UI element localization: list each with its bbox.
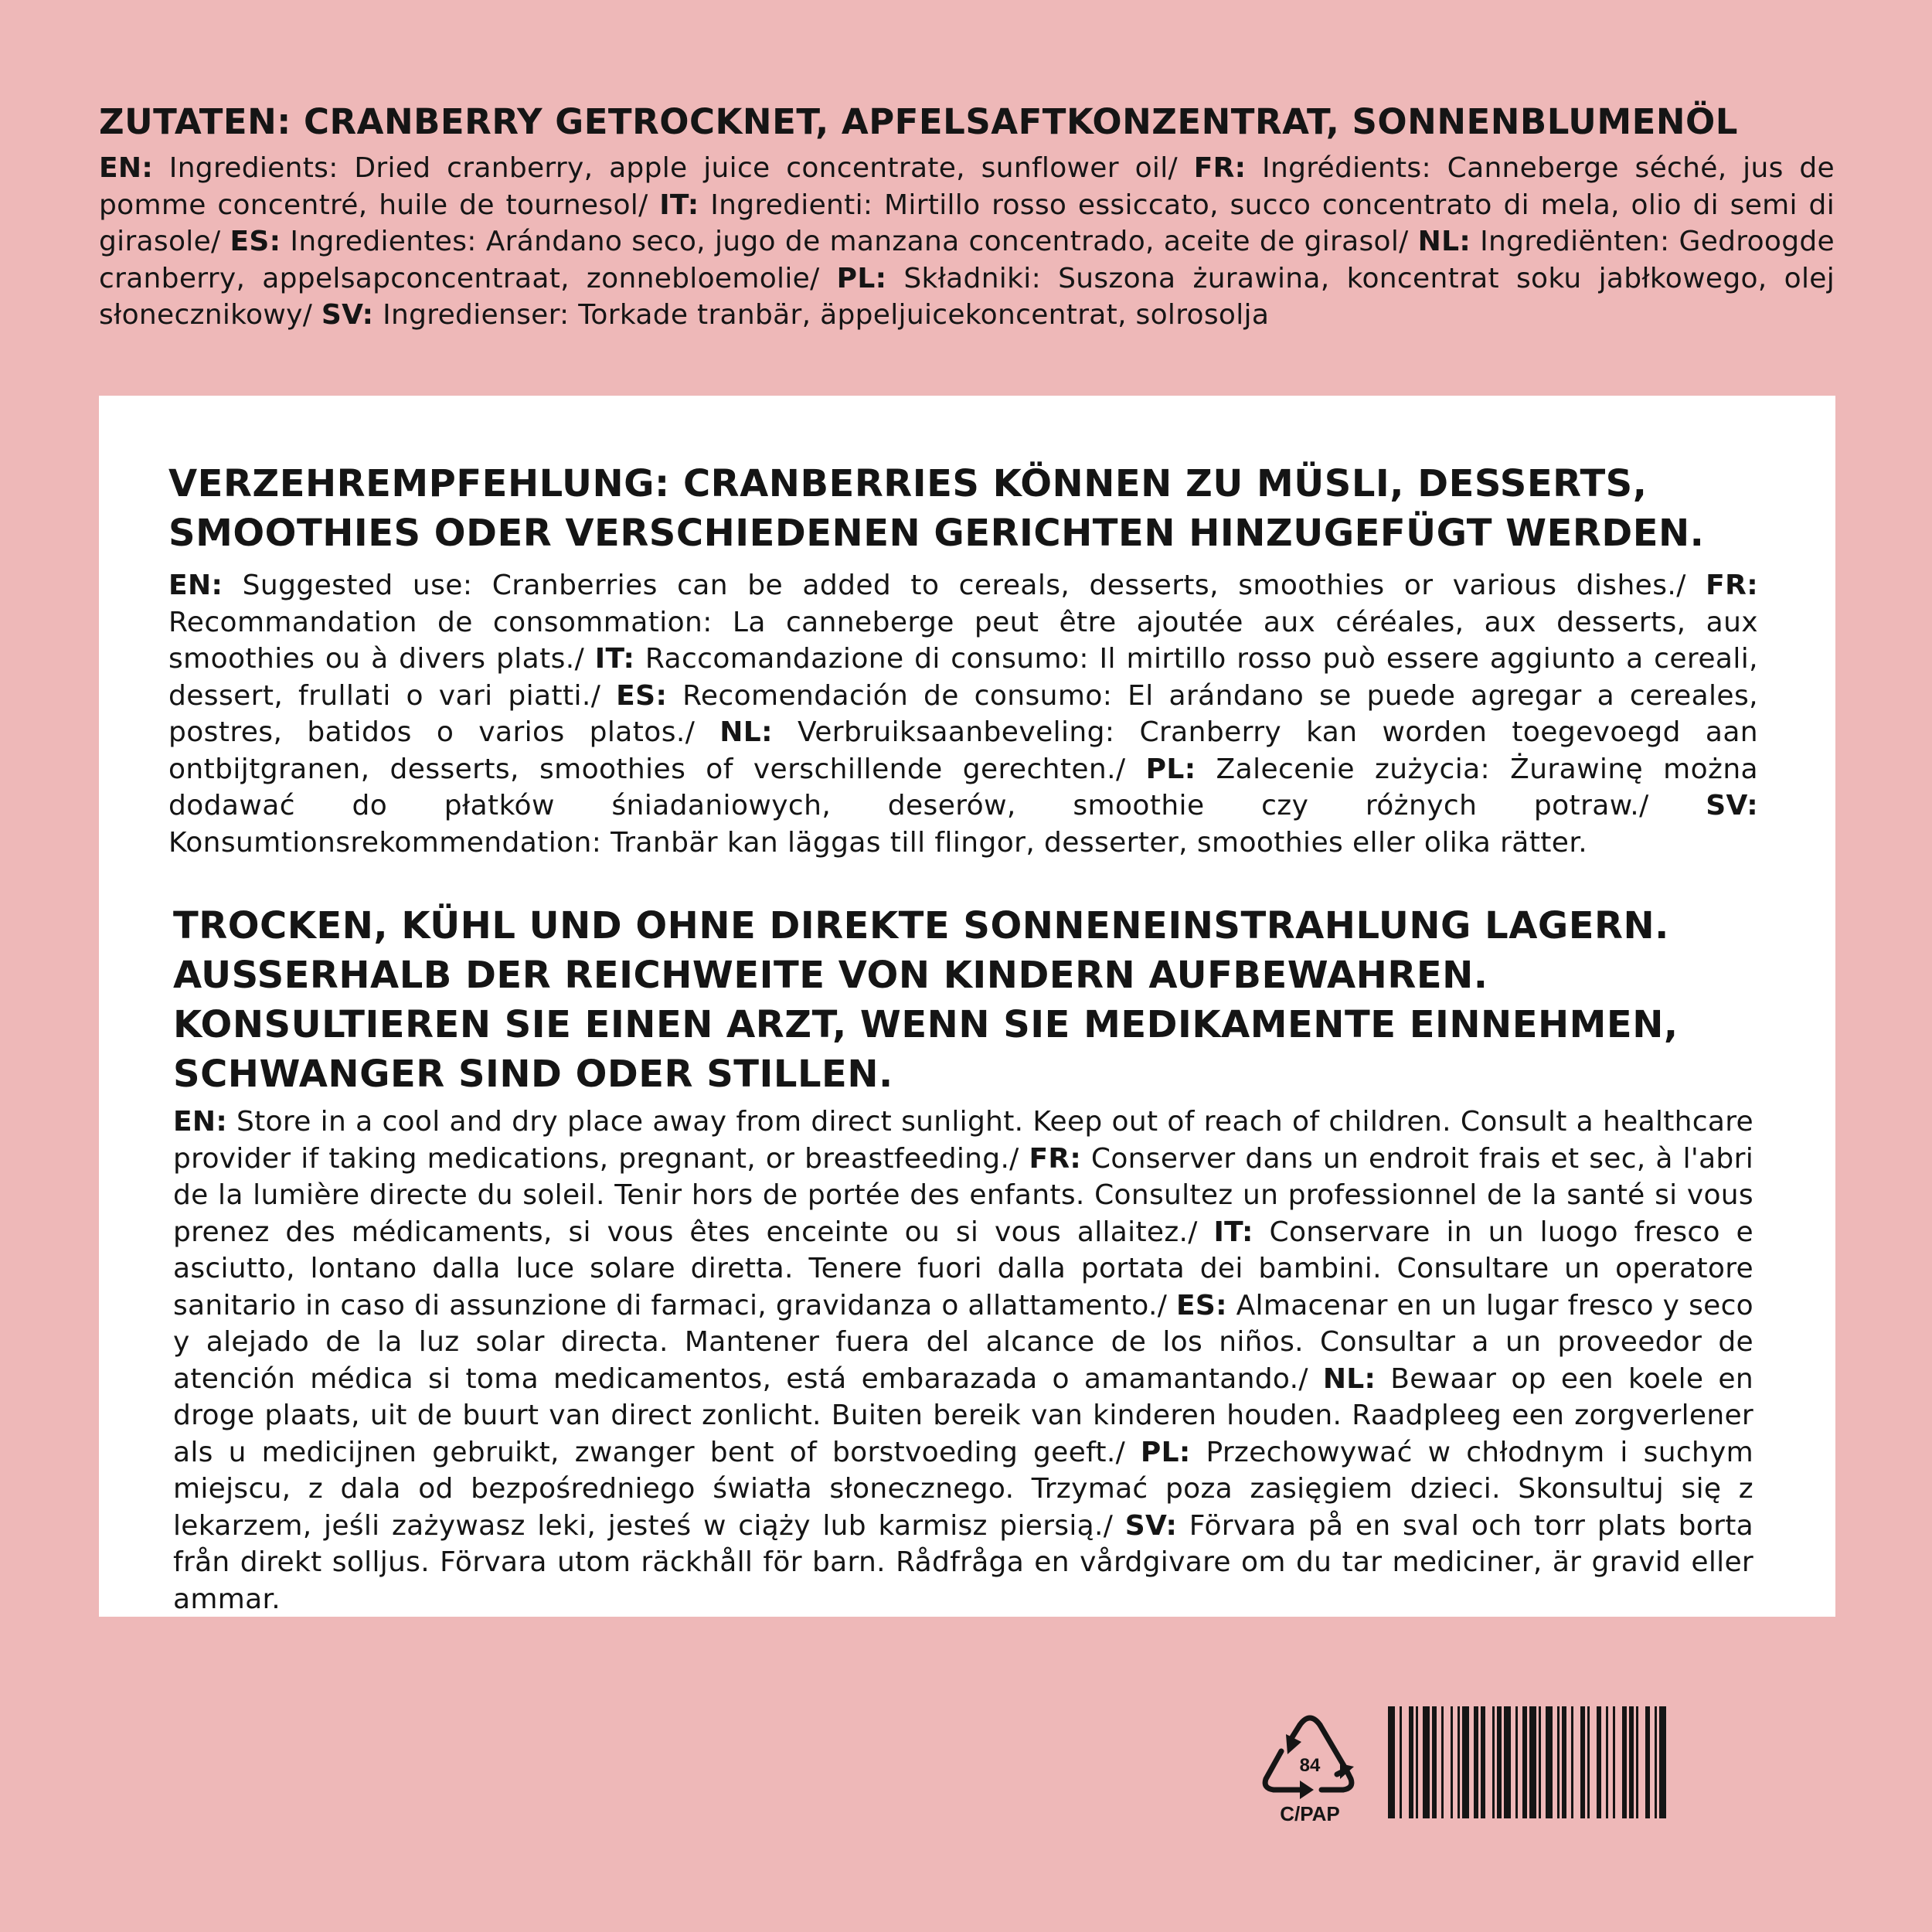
language-code: ES: xyxy=(230,226,281,257)
barcode-bar xyxy=(1571,1706,1573,1818)
translation-text: Ingredientes: Arándano seco, jugo de manzana concentrado, aceite de girasol/ xyxy=(281,226,1418,257)
recycling-code: 84 xyxy=(1299,1755,1321,1776)
language-code: PL: xyxy=(1145,753,1196,785)
language-code: NL: xyxy=(719,716,773,748)
translation-text: Przechowywać w chłodnym i suchym miejscu, z dala od bezpośredniego światła słonecznego. Trzymać poza zasięgiem dzieci. Skonsultuj się z lekarzem, jeśli zażywasz leki, jesteś w ciąży lub karmisz piersią./ xyxy=(173,1436,1753,1542)
storage-translations xyxy=(173,1104,1753,1617)
usage-section xyxy=(168,459,1758,861)
barcode-bar xyxy=(1497,1706,1502,1818)
storage-section xyxy=(173,901,1753,1617)
language-code: ES: xyxy=(1175,1289,1227,1321)
translation-text: Recomendación de consumo: El arándano se puede agregar a cereales, postres, batidos o varios platos./ xyxy=(168,679,1758,748)
barcode-bar xyxy=(1474,1706,1478,1818)
barcode-bar xyxy=(1458,1706,1460,1818)
language-code: SV: xyxy=(1706,790,1758,821)
storage-heading: TROCKEN, KÜHL UND OHNE DIREKTE SONNENEINSTRAHLUNG LAGERN. AUSSERHALB DER REICHWEITE VON KINDERN AUFBEWAHREN. KONSULTIEREN SIE EINEN ARZT, WENN SIE MEDIKAMENTE EINNEHMEN, SCHWANGER SIND ODER STILLEN. xyxy=(173,904,1679,1096)
language-code: PL: xyxy=(1140,1436,1191,1468)
language-code: EN: xyxy=(173,1106,228,1138)
translation-text: Ingrédients: Canneberge séché, jus de pomme concentré, huile de tournesol/ xyxy=(99,152,1835,221)
translation-text: Almacenar en un lugar fresco y seco y alejado de la luz solar directa. Mantener fuera del alcance de los niños. Consultar a un proveedor de atención médica si toma medicamentos, está embarazada o amamantando./ xyxy=(173,1289,1753,1395)
language-code: EN: xyxy=(168,570,223,601)
translation-text: Konsumtionsrekommendation: Tranbär kan läggas till flingor, desserter, smoothies eller olika rätter. xyxy=(168,826,1588,859)
language-code: SV: xyxy=(1124,1509,1178,1542)
recycling-label: C/PAP xyxy=(1280,1802,1340,1824)
recycling-triangle-icon xyxy=(1260,1708,1360,1824)
barcode-bar xyxy=(1597,1706,1601,1818)
language-code: IT: xyxy=(659,189,699,221)
barcode-bar xyxy=(1400,1706,1402,1818)
translation-text: Förvara på en sval och torr plats borta från direkt solljus. Förvara utom räckhåll för barn. Rådfråga en vårdgivare om du tar mediciner, är gravid eller ammar. xyxy=(173,1509,1753,1615)
usage-storage-panel xyxy=(99,396,1835,1617)
barcode-icon xyxy=(1388,1706,1811,1818)
language-code: PL: xyxy=(836,262,887,294)
barcode-bar xyxy=(1622,1706,1627,1818)
language-code: ES: xyxy=(616,679,668,712)
translation-text: Raccomandazione di consumo: Il mirtillo rosso può essere aggiunto a cereali, dessert, frullati o vari piatti./ xyxy=(168,643,1758,712)
barcode-bar xyxy=(1504,1706,1511,1818)
barcode-bar xyxy=(1416,1706,1418,1818)
barcode-bar xyxy=(1645,1706,1650,1818)
language-code: FR: xyxy=(1193,152,1247,184)
language-code: EN: xyxy=(99,152,154,184)
ingredients-heading: ZUTATEN: CRANBERRY GETROCKNET, APFELSAFTKONZENTRAT, SONNENBLUMENÖL xyxy=(99,101,1738,142)
usage-heading: VERZEHREMPFEHLUNG: CRANBERRIES KÖNNEN ZU MÜSLI, DESSERTS, SMOOTHIES ODER VERSCHIEDENEN GERICHTEN HINZUGEFÜGT WERDEN. xyxy=(168,462,1705,555)
barcode-bar xyxy=(1562,1706,1566,1818)
translation-text: Bewaar op een koele en droge plaats, uit de buurt van direct zonlicht. Buiten bereik van kinderen houden. Raadpleeg een zorgverlener als u medicijnen gebruikt, zwanger bent of borstvoeding geeft./ xyxy=(173,1362,1753,1468)
translation-text: Zalecenie zużycia: Żurawinę można dodawać do płatków śniadaniowych, deserów, smoothie czy różnych potraw./ xyxy=(168,753,1759,821)
barcode-bar xyxy=(1441,1706,1444,1818)
language-code: IT: xyxy=(1213,1216,1253,1248)
usage-translations xyxy=(168,567,1758,861)
language-code: NL: xyxy=(1322,1362,1376,1395)
translation-text: Ingrediënten: Gedroogde cranberry, appelsapconcentraat, zonnebloemolie/ xyxy=(99,226,1835,294)
barcode-bar xyxy=(1655,1706,1657,1818)
barcode-bar xyxy=(1587,1706,1590,1818)
translation-text: Składniki: Suszona żurawina, koncentrat soku jabłkowego, olej słonecznikowy/ xyxy=(99,262,1835,331)
barcode-bar xyxy=(1481,1706,1485,1818)
barcode-bar xyxy=(1659,1706,1666,1818)
barcode-bar xyxy=(1613,1706,1615,1818)
language-code: IT: xyxy=(594,643,635,675)
barcode-bar xyxy=(1606,1706,1608,1818)
barcode-bar xyxy=(1432,1706,1437,1818)
barcode-bar xyxy=(1515,1706,1518,1818)
barcode-bar xyxy=(1388,1706,1395,1818)
translation-text: Conserver dans un endroit frais et sec, à l'abri de la lumière directe du soleil. Tenir hors de portée des enfants. Consultez un professionnel de la santé si vous prenez des médicaments, si vous êtes enceinte ou si vous allaitez./ xyxy=(173,1142,1753,1248)
language-code: FR: xyxy=(1029,1142,1082,1175)
barcode-bar xyxy=(1539,1706,1541,1818)
translation-text: Suggested use: Cranberries can be added to cereals, desserts, smoothies or various dishes./ xyxy=(223,570,1706,601)
barcode-bar xyxy=(1451,1706,1453,1818)
barcode-bar xyxy=(1462,1706,1469,1818)
barcode-bar xyxy=(1580,1706,1585,1818)
barcode-bar xyxy=(1409,1706,1413,1818)
translation-text: Recommandation de consommation: La canneberge peut être ajoutée aux céréales, aux desserts, aux smoothies ou à divers plats./ xyxy=(168,606,1758,675)
translation-text: Store in a cool and dry place away from direct sunlight. Keep out of reach of children. Consult a healthcare provider if taking medications, pregnant, or breastfeeding./ xyxy=(173,1106,1753,1175)
translation-text: Verbruiksaanbeveling: Cranberry kan worden toegevoegd aan ontbijtgranen, desserts, smoothies of verschillende gerechten./ xyxy=(168,716,1758,785)
language-code: SV: xyxy=(321,299,374,331)
barcode-bar xyxy=(1629,1706,1634,1818)
translation-text: Ingredienser: Torkade tranbär, äppeljuicekoncentrat, solrosolja xyxy=(373,299,1270,331)
ingredients-section xyxy=(99,99,1835,334)
translation-text: Conservare in un luogo fresco e asciutto, lontano dalla luce solare diretta. Tenere fuori dalla portata dei bambini. Consultare un operatore sanitario in caso di assunzione di farmaci, gravidanza o allattamento./ xyxy=(173,1216,1753,1321)
language-code: NL: xyxy=(1417,226,1471,257)
barcode-bar xyxy=(1557,1706,1560,1818)
barcode-bar xyxy=(1492,1706,1495,1818)
language-code: FR: xyxy=(1706,570,1758,601)
barcode-bar xyxy=(1636,1706,1638,1818)
barcode-bar xyxy=(1423,1706,1430,1818)
translation-text: Ingredienti: Mirtillo rosso essiccato, succo concentrato di mela, olio di semi di girasole/ xyxy=(99,189,1835,257)
barcode-bar xyxy=(1522,1706,1527,1818)
ingredients-translations xyxy=(99,150,1835,334)
barcode-bar xyxy=(1529,1706,1536,1818)
translation-text: Ingredients: Dried cranberry, apple juice concentrate, sunflower oil/ xyxy=(153,152,1194,184)
barcode-bar xyxy=(1546,1706,1553,1818)
